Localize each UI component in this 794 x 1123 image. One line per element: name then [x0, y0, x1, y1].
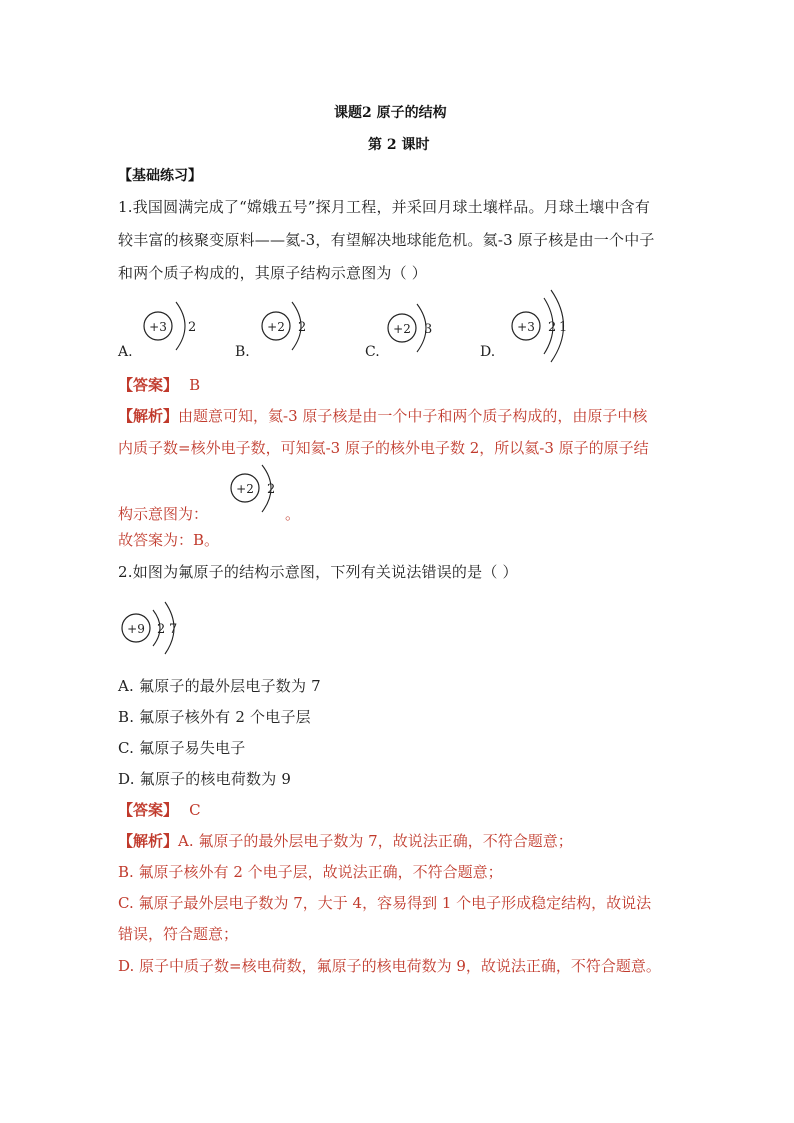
q1-option-d-letter: D. [480, 344, 496, 360]
q1-analysis-line3-prefix: 构示意图为： [118, 505, 209, 523]
q2-diagram [118, 598, 198, 660]
q1-answer-tag: 【答案】 [118, 376, 179, 394]
q2-analysis-c2: 错误，符合题意； [118, 925, 239, 943]
q1-option-b-shell-1: 2 [298, 320, 307, 335]
q1-stem-line1: 1.我国圆满完成了“嫦娥五号”探月工程，并采回月球土壤样品。月球土壤中含有 [118, 198, 651, 216]
q1-analysis-line2: 内质子数=核外电子数，可知氦-3 原子的核外电子数 2，所以氦-3 原子的原子结 [118, 439, 649, 457]
q1-analysis-diagram-nucleus: +2 [236, 482, 254, 496]
q2-analysis-d: D. 原子中质子数=核电荷数，氟原子的核电荷数为 9，故说法正确，不符合题意。 [118, 957, 661, 975]
q1-option-c-letter: C. [365, 344, 380, 360]
q1-analysis-text1: 由题意可知，氦-3 原子核是由一个中子和两个质子构成的，由原子中核 [178, 407, 648, 425]
q2-analysis-b: B. 氟原子核外有 2 个电子层，故说法正确，不符合题意； [118, 863, 503, 881]
q1-options-diagrams [110, 288, 670, 363]
q1-answer [118, 374, 200, 395]
q2-answer-value: C [189, 801, 201, 819]
q1-conclusion: 故答案为：B。 [118, 531, 220, 549]
q2-answer [118, 799, 201, 820]
q1-analysis-tag: 【解析】 [118, 407, 179, 425]
q1-option-b-nucleus: +2 [267, 320, 285, 334]
page-subtitle: 第 2 课时 [368, 137, 430, 153]
q1-option-d-shell-2: 1 [559, 320, 568, 335]
q1-analysis-line1 [118, 405, 647, 426]
q1-analysis-line3-suffix: 。 [285, 505, 301, 523]
q1-option-d-shell-1: 2 [548, 320, 557, 335]
q1-option-c-nucleus: +2 [393, 322, 411, 336]
q1-option-c-diagram [388, 304, 432, 352]
q2-stem: 2.如图为氟原子的结构示意图，下列有关说法错误的是（ ） [118, 563, 518, 581]
q1-option-d-diagram [512, 290, 567, 362]
section-label: 【基础练习】 [118, 168, 202, 184]
q1-option-a-nucleus: +3 [149, 320, 167, 334]
q2-diagram-shell-2: 7 [169, 622, 178, 637]
q2-diagram-shell-1: 2 [157, 622, 166, 637]
q2-diagram-nucleus: +9 [127, 622, 145, 636]
q1-option-b-diagram [262, 302, 306, 350]
q1-option-d-nucleus: +3 [517, 320, 535, 334]
q1-option-b-letter: B. [235, 344, 250, 360]
q2-analysis-tag: 【解析】 [118, 832, 179, 850]
q1-option-a-shell-1: 2 [188, 320, 197, 335]
q1-option-a-diagram [144, 302, 196, 350]
q1-stem-line3: 和两个质子构成的，其原子结构示意图为（ ） [118, 264, 427, 282]
q2-option-d: D. 氟原子的核电荷数为 9 [118, 770, 292, 788]
q1-stem-line2: 较丰富的核聚变原料——氦-3，有望解决地球能危机。氦-3 原子核是由一个中子 [118, 231, 655, 249]
q1-answer-value: B [189, 376, 201, 394]
q2-option-a: A. 氟原子的最外层电子数为 7 [118, 677, 321, 695]
q1-analysis-diagram [225, 462, 285, 517]
q1-analysis-diagram-shell-1: 2 [267, 482, 276, 497]
page-title: 课题2 原子的结构 [334, 105, 447, 121]
q1-option-c-shell-1: 3 [424, 322, 433, 337]
q2-option-c: C. 氟原子易失电子 [118, 739, 246, 757]
q1-option-a-letter: A. [118, 344, 133, 360]
q2-option-b: B. 氟原子核外有 2 个电子层 [118, 708, 311, 726]
q2-analysis-line-a [118, 830, 573, 851]
q2-analysis-a: A. 氟原子的最外层电子数为 7，故说法正确，不符合题意； [178, 832, 573, 850]
q2-answer-tag: 【答案】 [118, 801, 179, 819]
q2-analysis-c1: C. 氟原子最外层电子数为 7，大于 4，容易得到 1 个电子形成稳定结构，故说法 [118, 894, 652, 912]
